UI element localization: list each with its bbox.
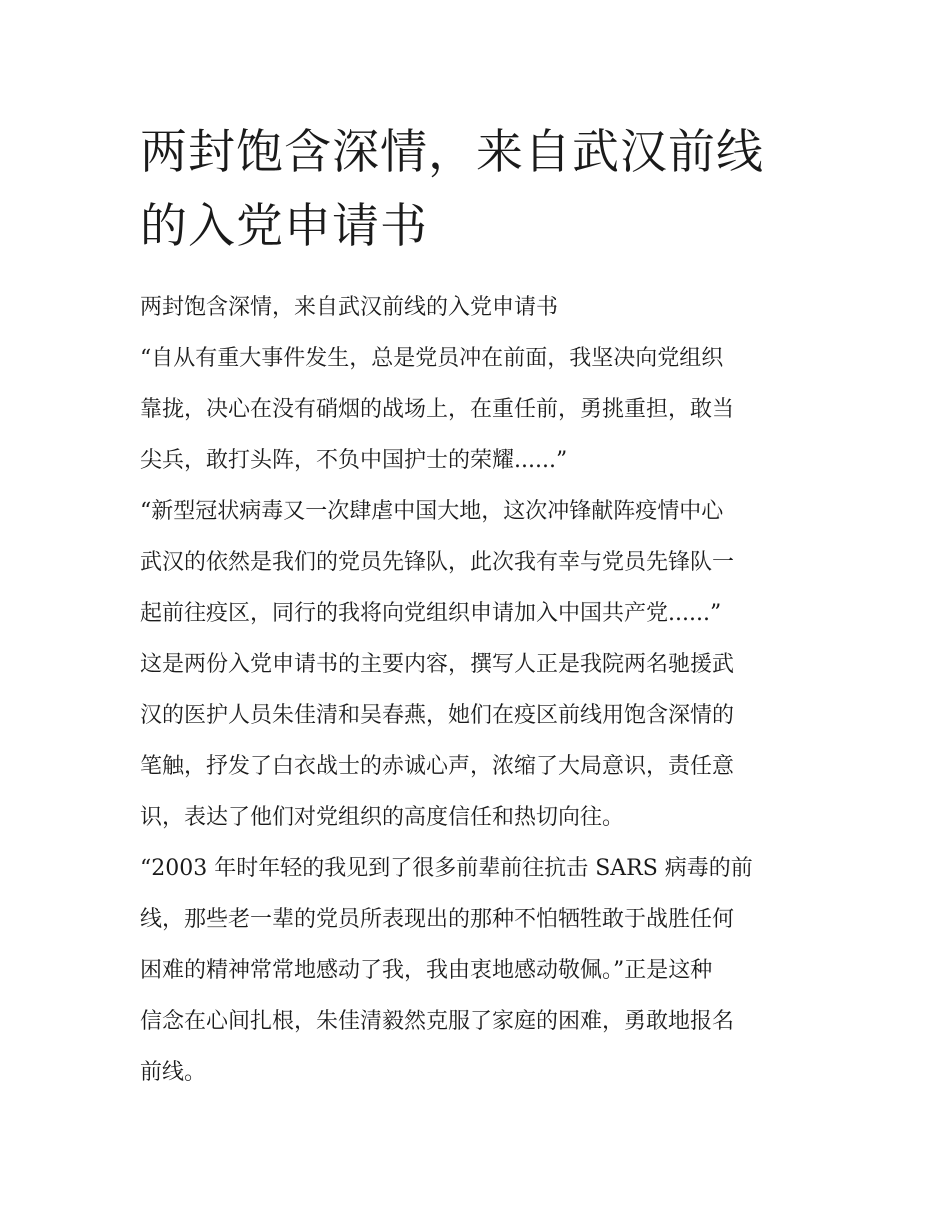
- body-line: 尖兵，敢打头阵，不负中国护士的荣耀......”: [140, 448, 568, 473]
- body-line: 识，表达了他们对党组织的高度信任和热切向往。: [140, 805, 625, 830]
- body-line: 线，那些老一辈的党员所表现出的那种不怕牺牲敢于战胜任何: [140, 907, 735, 932]
- body-line: 汉的医护人员朱佳清和吴春燕，她们在疫区前线用饱含深情的: [140, 703, 735, 728]
- body-line: 这是两份入党申请书的主要内容，撰写人正是我院两名驰援武: [140, 652, 735, 677]
- subtitle-line: 两封饱含深情，来自武汉前线的入党申请书: [140, 295, 559, 320]
- body-line: 笔触，抒发了白衣战士的赤诚心声，浓缩了大局意识，责任意: [140, 754, 735, 779]
- body-line: 靠拢，决心在没有硝烟的战场上，在重任前，勇挑重担，敢当: [140, 397, 735, 422]
- body-line: 信念在心间扎根，朱佳清毅然克服了家庭的困难，勇敢地报名: [140, 1009, 735, 1034]
- body-line: 困难的精神常常地感动了我，我由衷地感动敬佩。”正是这种: [140, 958, 713, 983]
- document-body: [140, 282, 830, 1098]
- body-line: 起前往疫区，同行的我将向党组织申请加入中国共产党......”: [140, 601, 722, 626]
- body-line: “新型冠状病毒又一次肆虐中国大地，这次冲锋献阵疫情中心: [140, 499, 724, 524]
- body-line: “2003 年时年轻的我见到了很多前辈前往抗击 SARS 病毒的前: [140, 856, 753, 881]
- body-line: 武汉的依然是我们的党员先锋队，此次我有幸与党员先锋队一: [140, 550, 735, 575]
- body-line: “自从有重大事件发生，总是党员冲在前面，我坚决向党组织: [140, 346, 724, 371]
- title-line: 的入党申请书: [140, 199, 428, 254]
- title-line: 两封饱含深情，来自武汉前线: [140, 125, 764, 180]
- document-title: [140, 116, 830, 264]
- body-line: 前线。: [140, 1060, 207, 1085]
